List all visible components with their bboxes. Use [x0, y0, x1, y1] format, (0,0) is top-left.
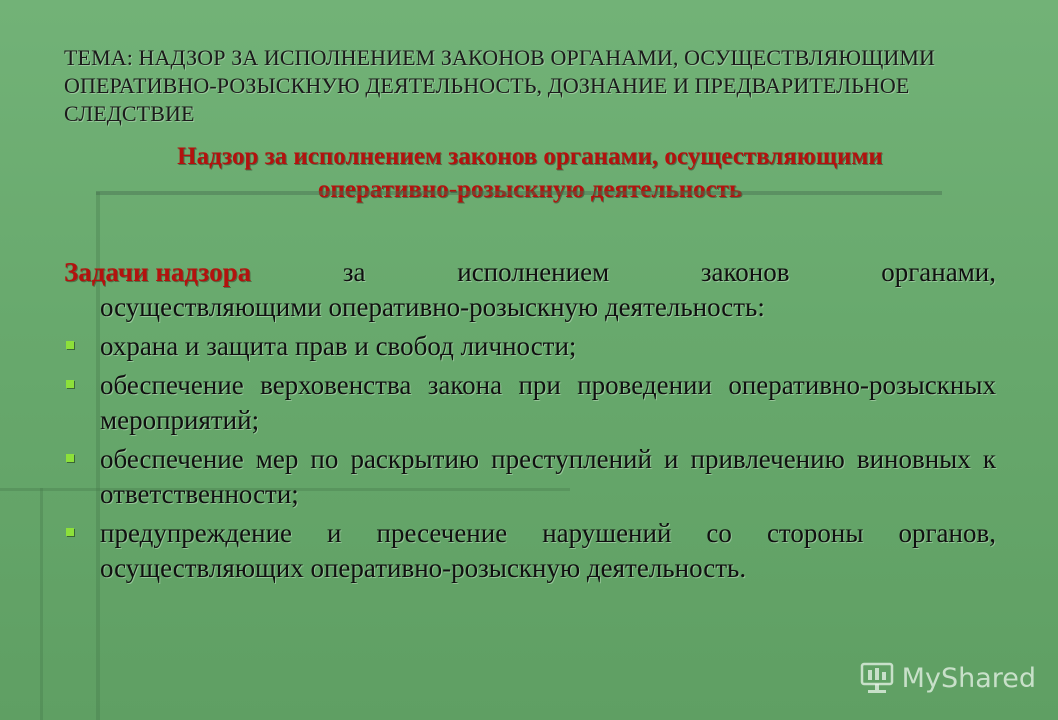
- heading-line-1: Надзор за исполнением законов органами, осуществляющими: [177, 143, 883, 170]
- list-item: [64, 516, 996, 586]
- watermark: [860, 662, 1036, 694]
- intro-word-1: за: [342, 257, 366, 287]
- bullet-square-icon: [66, 341, 74, 349]
- slide-heading: [60, 140, 1000, 206]
- intro-continuation: осуществляющими оперативно-розыскную деятельность:: [100, 292, 765, 322]
- list-item: [64, 329, 996, 364]
- list-item-text: обеспечение мер по раскрытию преступлений и привлечению виновных к ответственности;: [100, 444, 996, 509]
- list-item-text: охрана и защита прав и свобод личности;: [100, 331, 577, 361]
- intro-word-3: законов: [700, 257, 790, 287]
- bullet-square-icon: [66, 528, 74, 536]
- list-item: [64, 368, 996, 438]
- intro-word-4: органами,: [881, 257, 996, 287]
- bullet-square-icon: [66, 380, 74, 388]
- list-item: [64, 442, 996, 512]
- intro-bold: Задачи надзора: [64, 257, 252, 287]
- watermark-text: MyShared: [901, 662, 1036, 694]
- bullet-square-icon: [66, 454, 74, 462]
- list-item-text: обеспечение верховенства закона при проведении оперативно-розыскных мероприятий;: [100, 370, 996, 435]
- slide-topic: ТЕМА: НАДЗОР ЗА ИСПОЛНЕНИЕМ ЗАКОНОВ ОРГАНАМИ, ОСУЩЕСТВЛЯЮЩИМИ ОПЕРАТИВНО-РОЗЫСКНУЮ ДЕЯТЕЛЬНОСТЬ, ДОЗНАНИЕ И ПРЕДВАРИТЕЛЬНОЕ СЛЕДСТВИЕ: [64, 45, 936, 126]
- list-item-text: предупреждение и пресечение нарушений со стороны органов, осуществляющих оперативно-розыскную деятельность.: [100, 518, 996, 583]
- intro-word-2: исполнением: [457, 257, 610, 287]
- myshared-logo-icon: [860, 662, 894, 694]
- intro-line: [64, 255, 996, 290]
- slide-body: [64, 255, 996, 590]
- heading-underline: [96, 191, 942, 195]
- heading-line-2: оперативно-розыскную деятельность: [317, 176, 743, 203]
